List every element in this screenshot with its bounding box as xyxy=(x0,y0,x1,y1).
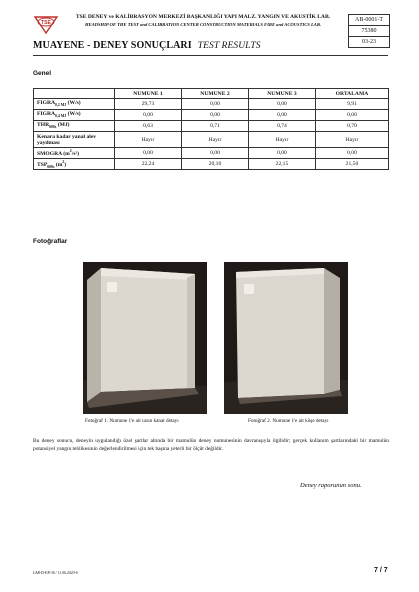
page-number: 7 / 7 xyxy=(374,567,388,574)
table-cell: 0,00 xyxy=(115,110,182,121)
photo-corner xyxy=(224,262,348,414)
table-header-row xyxy=(34,89,389,99)
table-cell: 0,00 xyxy=(181,148,248,159)
row-label: $THR_{600s}$ (MJ) xyxy=(34,121,115,132)
table-cell: 0,00 xyxy=(248,99,315,110)
table-cell: 29,73 xyxy=(115,99,182,110)
table-cell: 0,00 xyxy=(315,148,388,159)
institute-name-tr: TSE DENEY ve KALİBRASYON MERKEZİ BAŞKANLIĞI YAPI MALZ. YANGIN VE AKUSTİK LAB. xyxy=(75,14,331,20)
table-cell: Hayır xyxy=(181,132,248,148)
form-code: LAB-D-FR-36 / 11.06.2020-6 xyxy=(33,571,78,575)
table-row xyxy=(34,148,389,159)
date-code: 03-23 xyxy=(362,39,376,45)
title-en: TEST RESULTS xyxy=(197,41,261,51)
column-header: NUMUNE 2 xyxy=(181,89,248,99)
page-title xyxy=(33,40,261,51)
table-cell: 20,10 xyxy=(181,159,248,170)
table-row xyxy=(34,99,389,110)
row-label: $FIGRA_{0,2 MJ}$ (W/s) xyxy=(34,99,115,110)
results-table xyxy=(33,88,389,170)
row-label: SMOGRA $(m^2/s^2)$ xyxy=(34,148,115,159)
table-cell: 22,15 xyxy=(248,159,315,170)
table-cell: 0,00 xyxy=(315,110,388,121)
report-number: 75380 xyxy=(349,26,389,37)
institute-name-en: HEADSHIP OF THE TEST and CALIBRATION CENTER CONSTRUCTION MATERIALS FIRE and ACOUSTICS LAB. xyxy=(84,22,322,27)
table-cell: 0,00 xyxy=(181,99,248,110)
disclaimer-paragraph: Bu deney sonucu, deneyin uygulandığı özel şartlar altında bir mamulün deney numunesinin davranışıyla ilgilidir; gerçek kullanım şartlarındaki bir mamulün potansiyel yangın tehlikesinin değerlendirilmesi için tek başına yeterli bir ölçüt değildir. xyxy=(33,438,389,453)
table-cell: 0,00 xyxy=(248,148,315,159)
row-label: Kenara kadar yanal alev yayılması xyxy=(34,132,115,148)
row-label: $FIGRA_{0,4 MJ}$ (W/s) xyxy=(34,110,115,121)
title-tr: MUAYENE - DENEY SONUÇLARI xyxy=(33,40,192,51)
table-cell: 9,91 xyxy=(315,99,388,110)
table-cell: Hayır xyxy=(315,132,388,148)
end-of-report-note: Deney raporunun sonu. xyxy=(300,482,362,489)
row-label: $TSP_{600s}$ $(m^2)$ xyxy=(34,159,115,170)
column-header: NUMUNE 1 xyxy=(115,89,182,99)
column-header: NUMUNE 3 xyxy=(248,89,315,99)
table-row xyxy=(34,159,389,170)
table-cell: Hayır xyxy=(248,132,315,148)
logo-text: TSE xyxy=(41,20,51,26)
column-header: ORTALAMA xyxy=(315,89,388,99)
photo-caption-1: Fotoğraf 1. Numune 1'e ait uzun kanat detayı xyxy=(85,418,179,424)
table-cell: 0,74 xyxy=(248,121,315,132)
header-blank-cell xyxy=(34,89,115,99)
table-cell: 0,00 xyxy=(181,110,248,121)
doc-code: AB-0001-T xyxy=(349,15,389,26)
tse-logo xyxy=(33,14,59,34)
section-title-photos: Fotoğraflar xyxy=(33,238,68,245)
photo-long-wing xyxy=(83,262,207,414)
section-title-general: Genel xyxy=(33,70,52,77)
table-cell: 0,63 xyxy=(115,121,182,132)
document-code-box xyxy=(348,14,390,48)
header-divider xyxy=(33,55,388,56)
table-cell: 21,50 xyxy=(315,159,388,170)
table-row xyxy=(34,110,389,121)
table-cell: 0,71 xyxy=(181,121,248,132)
table-row xyxy=(34,132,389,148)
photo-caption-2: Fotoğraf 2. Numune 1'e ait köşe detayı xyxy=(248,418,329,424)
table-cell: 22,24 xyxy=(115,159,182,170)
table-cell: 0,70 xyxy=(315,121,388,132)
table-cell: Hayır xyxy=(115,132,182,148)
table-cell: 0,00 xyxy=(115,148,182,159)
table-cell: 0,00 xyxy=(248,110,315,121)
table-row xyxy=(34,121,389,132)
